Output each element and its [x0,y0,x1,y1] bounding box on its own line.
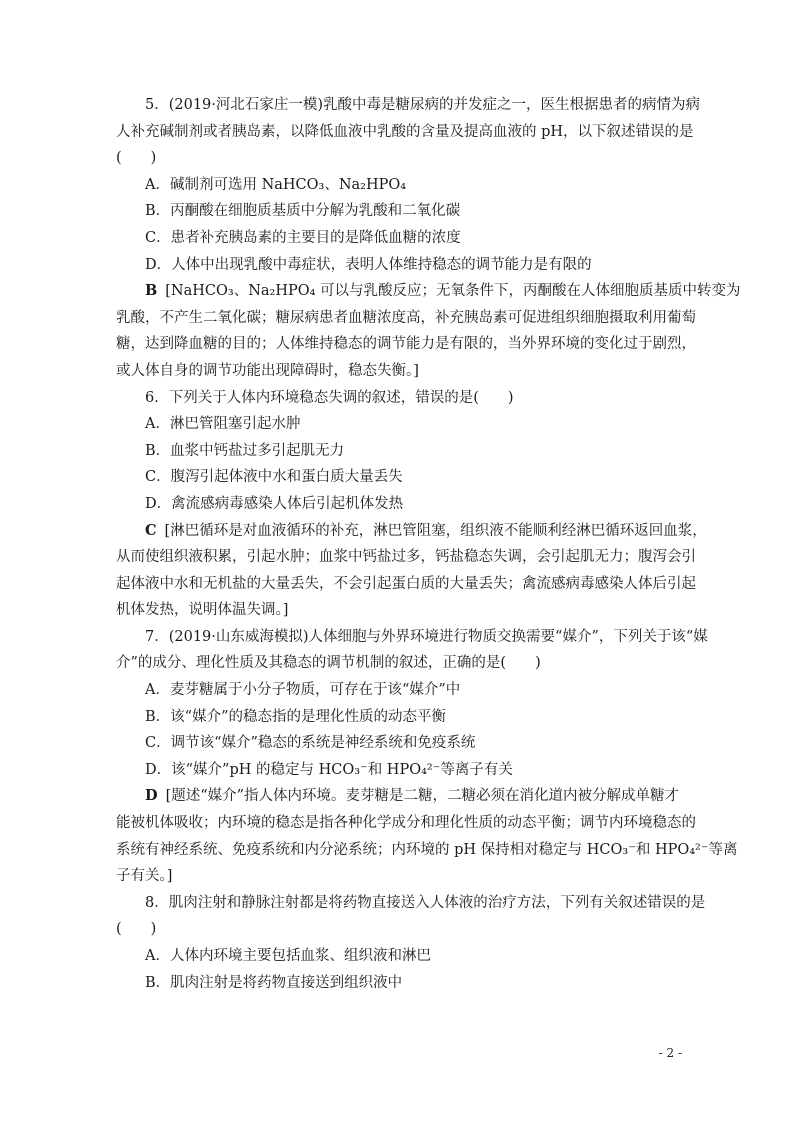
text-line [116,650,681,677]
line-text: A．人体内环境主要包括血浆、组织液和淋巴 [145,948,431,964]
line-text: A．麦芽糖属于小分子物质，可存在于该“媒介”中 [145,682,461,699]
text-line [116,624,708,651]
text-line [116,837,738,864]
answer-line [116,518,707,545]
text-line [116,730,681,757]
line-text: 5．(2019·河北石家庄一模)乳酸中毒是糖尿病的并发症之一，医生根据患者的病情为病 [145,97,701,113]
line-text: 乳酸，不产生二氧化碳；糖尿病患者血糖浓度高，补充胰岛素可促进组织细胞摄取利用葡萄 [116,309,696,326]
line-text: [题述“媒介”指人体内环境。麦芽糖是二糖，二糖必须在消化道内被分解成单糖才 [165,788,680,805]
line-text: 7．(2019·山东威海模拟)人体细胞与外界环境进行物质交换需要“媒介”，下列关于该“媒 [145,628,708,645]
text-line [116,252,681,279]
text-line [116,145,681,172]
line-text: ( ) [116,921,157,938]
page-number: - 2 - [658,1046,682,1060]
line-text: B．肌肉注射是将药物直接送到组织液中 [145,974,403,991]
text-line [116,385,681,412]
text-line [116,916,681,943]
answer-letter: C [145,521,157,539]
line-text: 介”的成分、理化性质及其稳态的调节机制的叙述，正确的是( ) [116,655,541,672]
line-text: 从而使组织液积累，引起水肿；血浆中钙盐过多，钙盐稳态失调，会引起肌无力；腹泻会引 [116,549,696,566]
line-text: 起体液中水和无机盐的大量丢失，不会引起蛋白质的大量丢失；禽流感病毒感染人体后引起 [116,575,696,592]
line-text: D．禽流感病毒感染人体后引起机体发热 [145,495,404,512]
line-text: C．调节该“媒介”稳态的系统是神经系统和免疫系统 [145,735,476,752]
text-line [116,890,706,917]
text-line [116,305,696,332]
text-line [116,943,681,970]
line-text: ( ) [116,150,157,167]
line-text: 人补充碱制剂或者胰岛素，以降低血液中乳酸的含量及提高血液的 pH，以下叙述错误的是 [116,123,694,140]
text-line [116,438,681,465]
text-line [116,119,694,146]
line-text: 系统有神经系统、免疫系统和内分泌系统；内环境的 pH 保持相对稳定与 HCO₃⁻和 HPO₄²⁻等离 [116,841,738,858]
line-text: 糖，达到降血糖的目的；人体维持稳态的调节能力是有限的，当外界环境的变化过于剧烈， [116,336,696,353]
line-text: 子有关。] [116,868,173,885]
line-text: C．患者补充胰岛素的主要目的是降低血糖的浓度 [145,229,461,246]
text-line [116,544,696,571]
text-line [116,970,681,997]
line-text: 6．下列关于人体内环境稳态失调的叙述，错误的是( ) [145,389,514,406]
line-text: 能被机体吸收；内环境的稳态是指各种化学成分和理化性质的动态平衡；调节内环境稳态的 [116,815,696,832]
answer-letter: B [145,282,158,300]
line-text: D．人体中出现乳酸中毒症状，表明人体维持稳态的调节能力是有限的 [145,256,592,273]
line-text: [淋巴循环是对血液循环的补充，淋巴管阻塞，组织液不能顺利经淋巴循环返回血浆， [164,522,707,539]
text-line [116,491,681,518]
line-text: C．腹泻引起体液中水和蛋白质大量丢失 [145,469,403,486]
text-line [116,225,681,252]
line-text: 或人体自身的调节功能出现障碍时，稳态失衡。] [116,362,419,379]
answer-line [116,783,681,810]
line-text: A．碱制剂可选用 NaHCO₃、Na₂HPO₄ [145,176,407,193]
text-line [116,411,681,438]
answer-line [116,278,741,305]
text-line [116,863,681,890]
line-text: D．该“媒介”pH 的稳定与 HCO₃⁻和 HPO₄²⁻等离子有关 [145,761,513,778]
line-text: A．淋巴管阻塞引起水肿 [145,416,301,433]
line-text: B．血浆中钙盐过多引起肌无力 [145,442,345,459]
text-line [116,571,696,598]
document-body [116,92,741,996]
line-text: 机体发热，说明体温失调。] [116,602,289,619]
text-line [116,358,681,385]
line-text: B．该“媒介”的稳态指的是理化性质的动态平衡 [145,708,446,725]
text-line [116,677,681,704]
line-text: 8．肌肉注射和静脉注射都是将药物直接送入人体液的治疗方法，下列有关叙述错误的是 [145,894,706,911]
text-line [116,198,681,225]
line-text: [NaHCO₃、Na₂HPO₄ 可以与乳酸反应；无氧条件下，丙酮酸在人体细胞质基质中转变为 [165,283,741,300]
line-text: B．丙酮酸在细胞质基质中分解为乳酸和二氧化碳 [145,203,461,220]
text-line [116,172,681,199]
answer-letter: D [145,787,158,805]
text-line [116,331,696,358]
text-line [116,92,701,119]
text-line [116,597,681,624]
text-line [116,810,696,837]
text-line [116,704,681,731]
text-line [116,464,681,491]
text-line [116,757,681,784]
